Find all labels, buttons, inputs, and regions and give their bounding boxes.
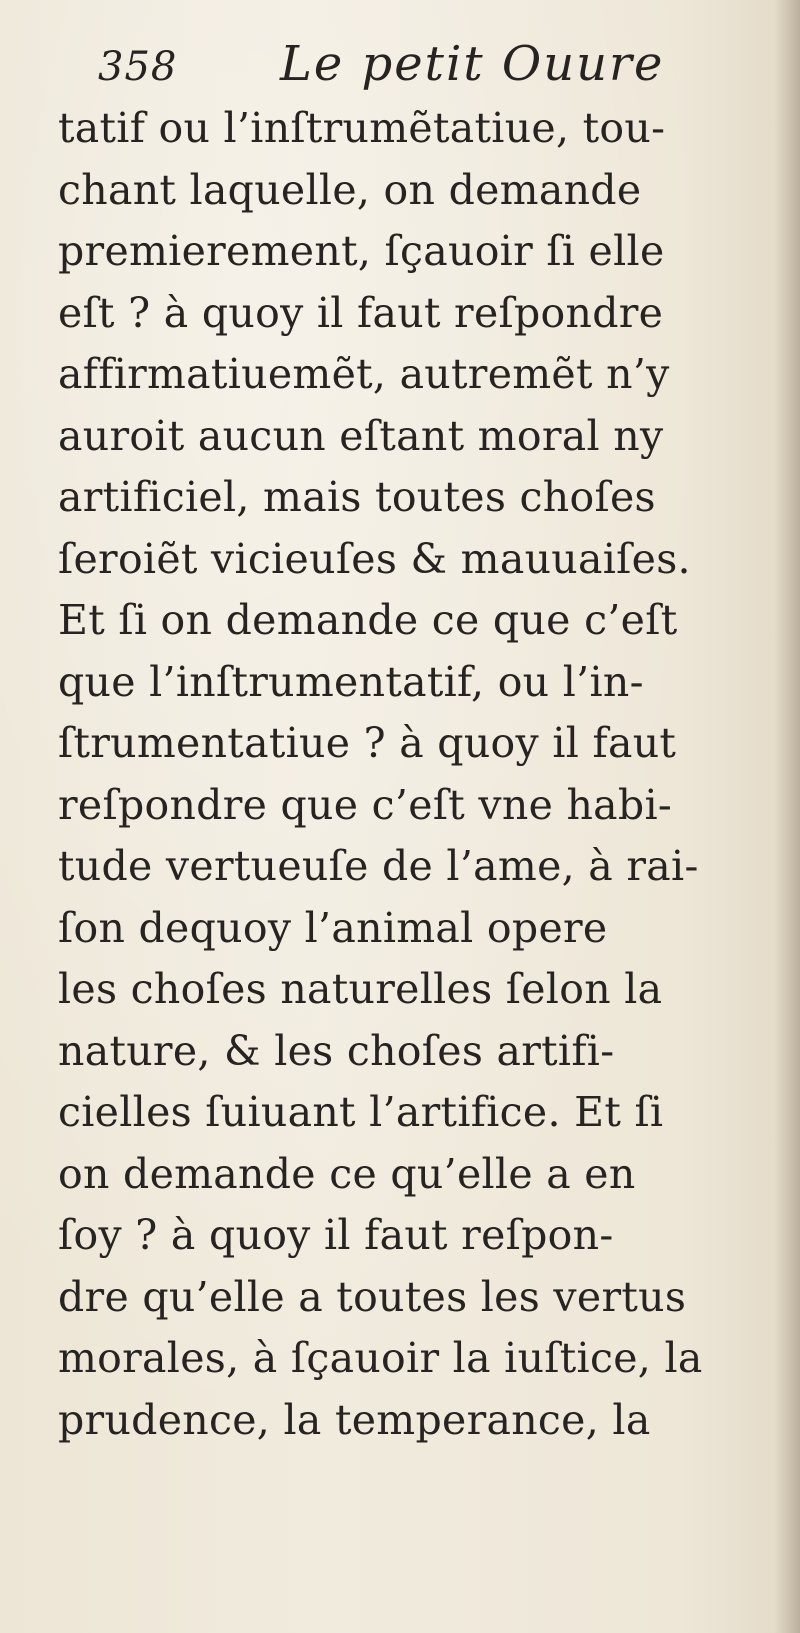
running-title: Le petit Ouure (280, 36, 665, 92)
page-number: 358 (98, 44, 178, 90)
text-line: dre qu’elle a toutes les vertus (58, 1272, 687, 1321)
text-line: premierement, ſçauoir ſi elle (58, 227, 665, 275)
text-line: eſt ? à quoy il faut reſpondre (58, 288, 664, 337)
text-line: prudence, la temperance, la (58, 1395, 651, 1444)
text-line: ſon dequoy l’animal opere (58, 903, 608, 952)
text-line: cielles ſuiuant l’artifice. Et ſi (58, 1088, 664, 1136)
text-line: ſtrumentatiue ? à quoy il faut (58, 719, 677, 767)
text-line: ſoy ? à quoy il faut reſpon- (58, 1211, 614, 1259)
text-line: affirmatiuemẽt, autremẽt n’y (58, 350, 670, 398)
text-line: tude vertueuſe de l’ame, à rai- (58, 842, 699, 890)
body-text (58, 98, 748, 1451)
text-line: nature, & les choſes artifi- (58, 1026, 615, 1075)
text-line: Et ſi on demande ce que c’eſt (58, 596, 678, 644)
page-header (98, 36, 738, 100)
text-line: reſpondre que c’eſt vne habi- (58, 780, 673, 829)
text-line: artificiel, mais toutes choſes (58, 473, 656, 521)
text-line: chant laquelle, on demande (58, 165, 642, 214)
text-line: ſeroiẽt vicieuſes & mauuaiſes. (58, 534, 691, 583)
text-line: auroit aucun eſtant moral ny (58, 411, 664, 460)
page-gutter-shadow (774, 0, 800, 1633)
text-line: morales, à ſçauoir la iuſtice, la (58, 1334, 703, 1382)
text-line: que l’inſtrumentatif, ou l’in- (58, 657, 644, 706)
text-line: les choſes naturelles ſelon la (58, 965, 663, 1013)
text-line: tatif ou l’inſtrumẽtatiue, tou- (58, 104, 666, 152)
text-line: on demande ce qu’elle a en (58, 1149, 636, 1198)
